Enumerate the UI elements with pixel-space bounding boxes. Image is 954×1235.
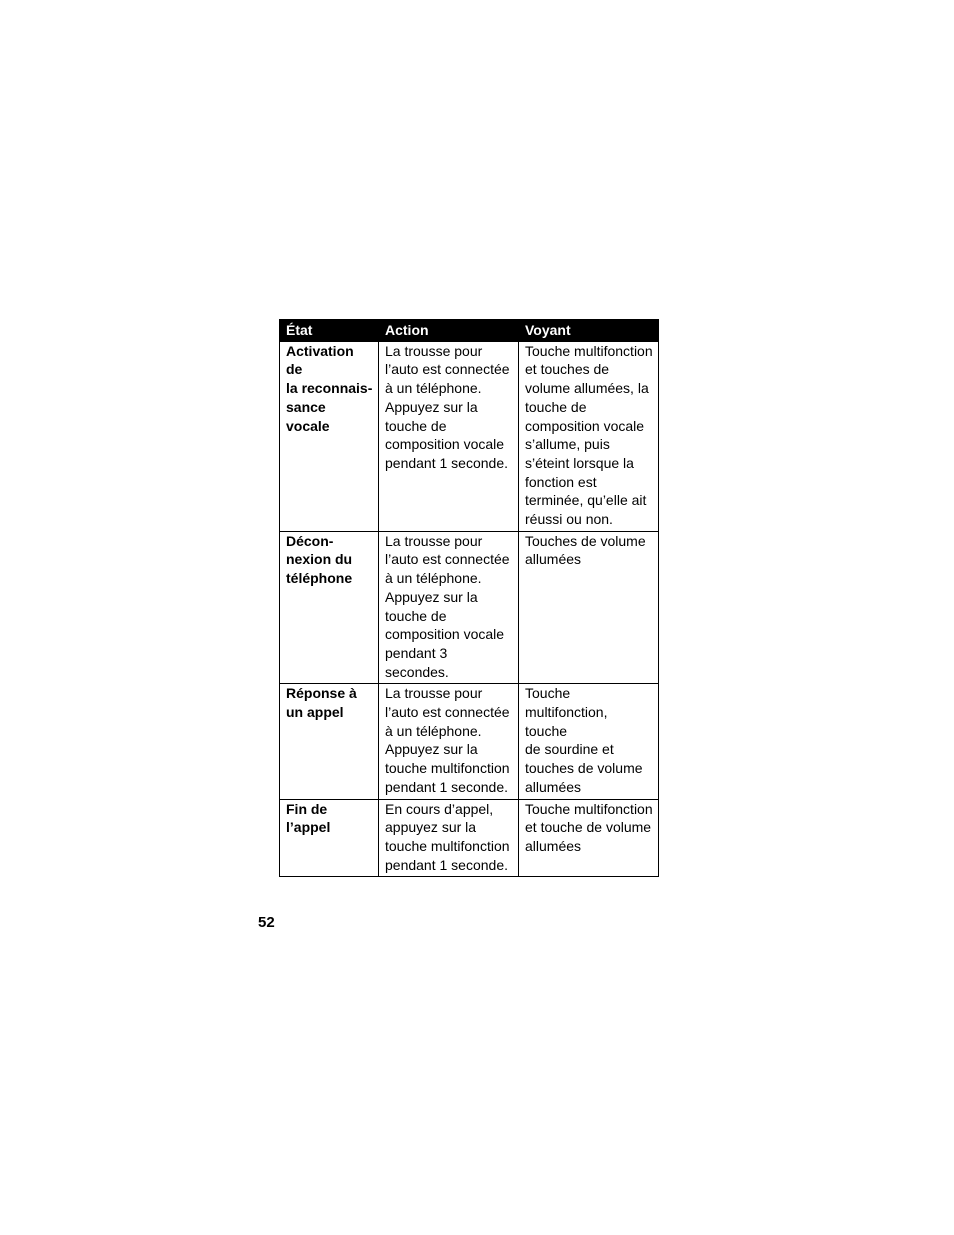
state-cell [280, 341, 379, 531]
header-etat: État [280, 320, 379, 342]
voyant-text: Touche multifonction, touche de sourdine et touches de volume allumées [525, 685, 643, 795]
state-cell [280, 799, 379, 877]
voyant-cell [519, 684, 659, 799]
action-text: La trousse pour l’auto est connectée à un téléphone. Appuyez sur la touche de composition vocale pendant 3 secondes. [385, 532, 510, 680]
action-cell [379, 799, 519, 877]
state-text: Réponse à un appel [286, 685, 357, 721]
table-row [280, 341, 659, 531]
state-text: Activation de la reconnais- sance vocale [286, 342, 373, 434]
action-cell [379, 341, 519, 531]
voyant-text: Touches de volume allumées [525, 532, 646, 568]
state-text: Fin de l’appel [286, 800, 331, 836]
table-row [280, 531, 659, 684]
action-cell [379, 531, 519, 684]
voyant-text: Touche multifonction et touche de volume allumées [525, 800, 653, 854]
action-text: En cours d’appel, appuyez sur la touche multifonction pendant 1 seconde. [385, 800, 510, 873]
table-row [280, 684, 659, 799]
action-text: La trousse pour l’auto est connectée à un téléphone. Appuyez sur la touche de composition vocale pendant 1 seconde. [385, 342, 510, 471]
table-row [280, 799, 659, 877]
voyant-text: Touche multifonction et touches de volume allumées, la touche de composition vocale s’allume, puis s’éteint lorsque la fonction est terminée, qu’elle ait réussi ou non. [525, 342, 653, 528]
feature-table [279, 319, 659, 877]
action-text: La trousse pour l’auto est connectée à un téléphone. Appuyez sur la touche multifonction pendant 1 seconde. [385, 685, 510, 795]
header-action: Action [379, 320, 519, 342]
action-cell [379, 684, 519, 799]
header-voyant: Voyant [519, 320, 659, 342]
state-cell [280, 531, 379, 684]
page-number: 52 [258, 914, 275, 931]
voyant-cell [519, 341, 659, 531]
state-text: Décon- nexion du téléphone [286, 532, 353, 587]
table-header-row [280, 320, 659, 342]
voyant-cell [519, 531, 659, 684]
voyant-cell [519, 799, 659, 877]
state-cell [280, 684, 379, 799]
